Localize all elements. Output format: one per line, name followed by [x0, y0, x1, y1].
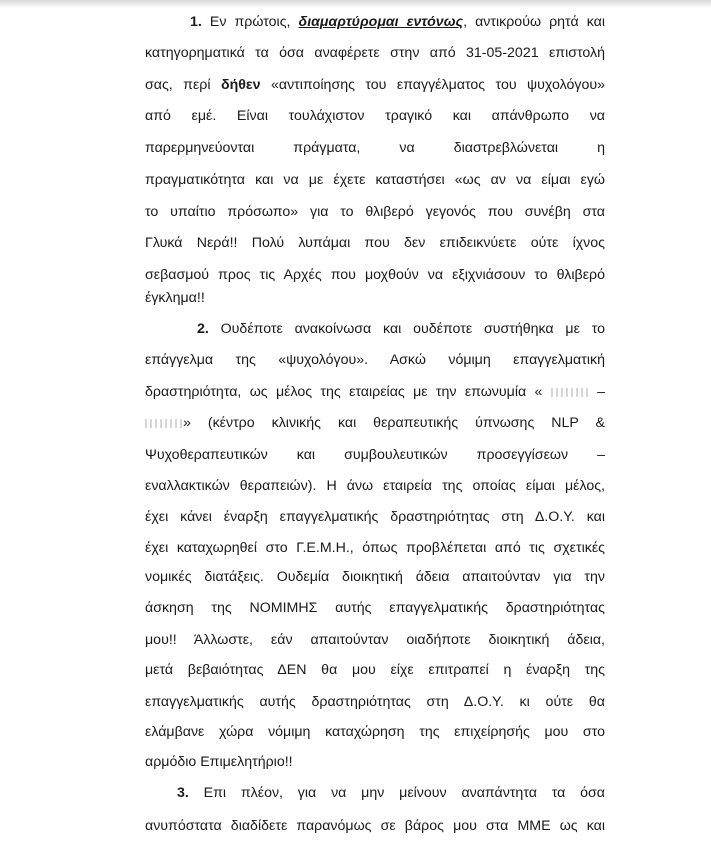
text-line — [145, 382, 605, 402]
text-line — [145, 288, 605, 308]
text-run: έγκλημα!! — [145, 290, 205, 306]
text-run: νομικές διατάξεις. Ουδεμία διοικητική άδεια απαιτούνταν για την — [145, 569, 605, 585]
text-run: κατηγορηματικά τα όσα αναφέρετε στην από 31-05-2021 επιστολή — [145, 45, 605, 61]
bold-text: δήθεν — [220, 77, 261, 93]
text-run: Εν πρώτοις, — [201, 14, 299, 30]
text-run: δραστηριότητα, ως μέλος της εταιρείας με την επωνυμία « — [145, 384, 551, 400]
text-line — [145, 106, 605, 126]
text-run: , αντικρούω ρητά και — [463, 14, 605, 30]
text-run: άσκηση της ΝΟΜΙΜΗΣ αυτής επαγγελματικής δραστηριότητας — [145, 600, 605, 616]
text-run: μετά βεβαιότητας ΔΕΝ θα μου είχε επιτραπεί η έναρξη της — [145, 662, 605, 678]
text-run: από εμέ. Είναι τουλάχιστον τραγικό και απάνθρωπο να — [145, 108, 605, 124]
text-line — [145, 170, 605, 190]
text-run: σας, περί — [145, 77, 221, 93]
text-run: Ψυχοθεραπευτικών και συμβουλευτικών προσεγγίσεων – — [145, 447, 605, 463]
text-line — [145, 507, 605, 527]
text-run: Ουδέποτε ανακοίνωσα και ουδέποτε συστήθηκα με το — [208, 321, 605, 337]
text-run: » (κέντρο κλινικής και θεραπευτικής ύπνωσης NLP & — [183, 415, 605, 431]
text-line — [145, 630, 605, 650]
text-run: πραγματικότητα και να με έχετε καταστήσει «ως αν να είμαι εγώ — [145, 172, 605, 188]
text-line — [145, 265, 605, 285]
text-line — [145, 138, 605, 158]
text-run: επάγγελμα της «ψυχολόγου». Ασκώ νόμιμη επαγγελματική — [145, 352, 605, 368]
text-run: Γλυκά Νερά!! Πολύ λυπάμαι που δεν επιδεικνύετε ούτε ίχνος — [145, 235, 605, 251]
text-run: σεβασμού προς τις Αρχές που μοχθούν να εξιχνιάσουν το θλιβερό — [145, 267, 605, 283]
text-line — [145, 476, 605, 496]
text-line — [145, 413, 605, 433]
bold-text: 3. — [177, 785, 189, 801]
bold-text: 2. — [197, 321, 209, 337]
text-line — [177, 783, 605, 803]
bold-text: 1. — [190, 14, 202, 30]
text-run: παρερμηνεύονται πράγματα, να διαστρεβλώνεται η — [145, 140, 605, 156]
text-line — [145, 816, 605, 836]
text-run: έχει κάνει έναρξη επαγγελματικής δραστηριότητας στη Δ.Ο.Υ. και — [145, 509, 605, 525]
text-line — [145, 233, 605, 253]
redacted-text — [145, 419, 183, 428]
text-line — [145, 538, 605, 558]
text-line — [145, 350, 605, 370]
text-run: ανυπόστατα διαδίδετε παρανόμως σε βάρος μου στα ΜΜΕ ως και — [145, 818, 605, 834]
text-line — [145, 660, 605, 680]
text-line — [145, 202, 605, 222]
text-run: ελάμβανε χώρα νόμιμη καταχώρηση της επιχείρησής μου στο — [145, 724, 605, 740]
text-line — [145, 445, 605, 465]
text-run: μου!! Άλλωστε, εάν απαιτούνταν οιαδήποτε διοικητική άδεια, — [145, 632, 605, 648]
text-run: αρμόδιο Επιμελητήριο!! — [145, 754, 293, 770]
text-line — [145, 43, 605, 63]
text-run: Επι πλέον, για να μην μείνουν αναπάντητα τα όσα — [188, 785, 605, 801]
text-line — [197, 319, 605, 339]
text-run: το υπαίτιο πρόσωπο» για το θλιβερό γεγονός που συνέβη στα — [145, 204, 605, 220]
redacted-text — [551, 388, 589, 397]
text-run: – — [588, 384, 605, 400]
text-run: εναλλακτικών θεραπειών). Η άνω εταιρεία της οποίας είμαι μέλος, — [145, 478, 605, 494]
text-line — [145, 692, 605, 712]
text-run: «αντιποίησης του επαγγέλματος του ψυχολόγου» — [260, 77, 605, 93]
text-line — [145, 722, 605, 742]
page-top-shadow — [0, 0, 711, 8]
text-line — [145, 752, 605, 772]
text-run: έχει καταχωρηθεί στο Γ.Ε.Μ.Η., όπως προβλέπεται από τις σχετικές — [145, 540, 605, 556]
text-line — [190, 12, 605, 32]
text-line — [145, 567, 605, 587]
emphasis-text: διαμαρτύρομαι εντόνως — [298, 14, 464, 30]
text-run: επαγγελματικής αυτής δραστηριότητας στη Δ.Ο.Υ. κι ούτε θα — [145, 694, 605, 710]
text-line — [145, 75, 605, 95]
text-line — [145, 598, 605, 618]
